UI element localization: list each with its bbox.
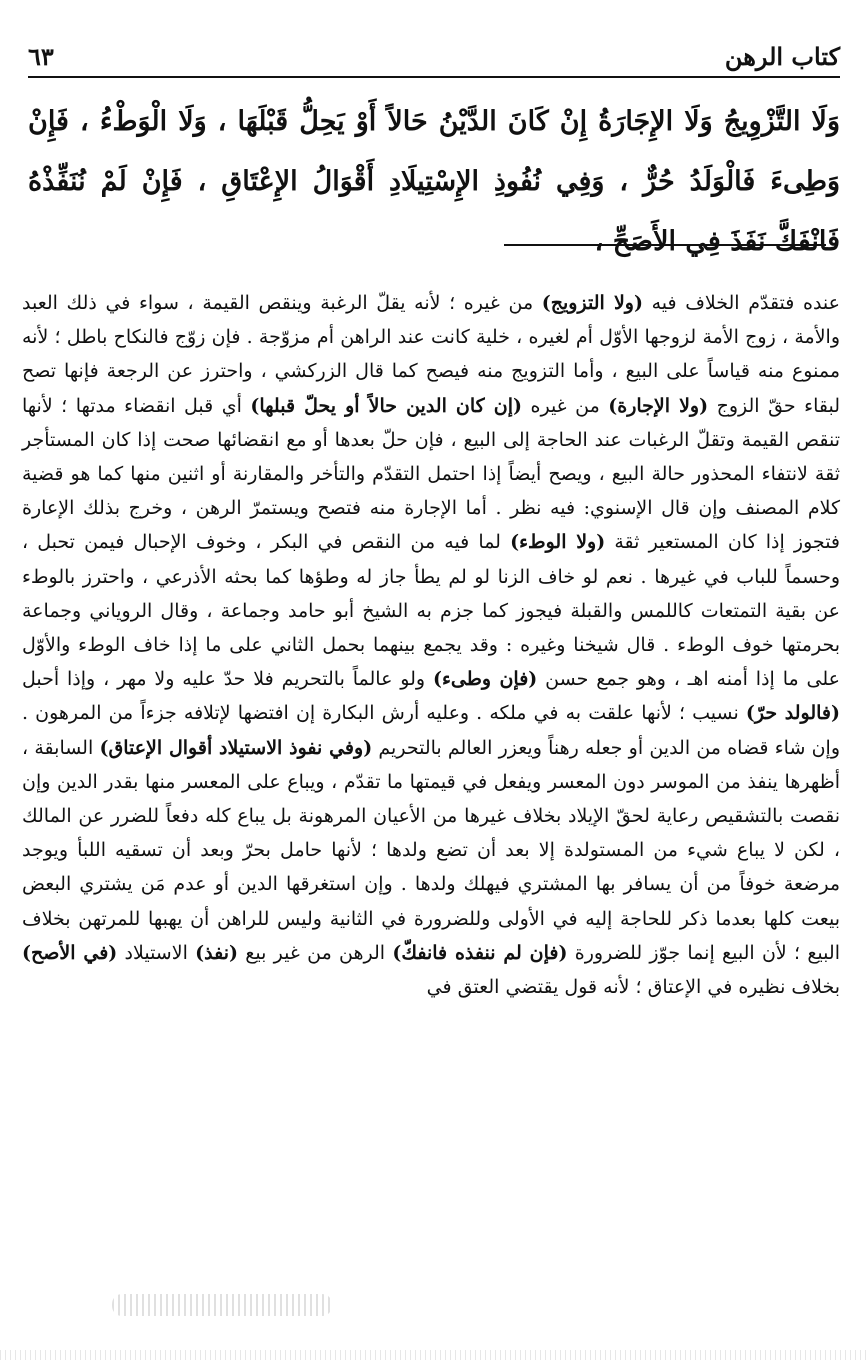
running-title: كتاب الرهن [724, 41, 840, 71]
scan-edge-noise [0, 1350, 868, 1360]
quoted-matn: (فالولد حرّ) [745, 702, 841, 725]
header-rule [28, 76, 840, 78]
page-number: ٦٣ [28, 41, 54, 71]
quoted-matn: (ولا التزويج) [541, 292, 643, 314]
commentary-segment: لما فيه من النقص في البكر ، وخوف الإحبال فيمن تحبل ، وحسماً للباب في غيرها . نعم لو خاف الزنا لو لم يطأ جاز له وطؤها كما بحثه الأذرعي ، واحترز بالوطء عن بقية التمتعات كاللمس والقبلة فيجوز كما جزم به الشيخ أبو حامد وجماعة ، وقال الروياني وجماعة بحرمتها خوف الوطء . قال شيخنا وغيره : وقد يجمع بينهما بحمل الثاني على ما إذا خاف الوطء والأوّل على ما إذا أمنه اهـ ، وهو جمع حسن [22, 531, 840, 691]
footnote-separator [504, 244, 826, 246]
commentary-segment: السابقة ، أظهرها ينفذ من الموسر دون المعسر ويفعل في قيمتها ما تقدّم ، ويباع على المعسر منها بقدر الدين وإن نقصت بالتشقيص رعاية لحقّ الإيلاد بخلاف غيرها من الأعيان المرهونة بل يباع كله دفعاً للضرر عن المالك ، لكن لا يباع شيء من المستولدة إلا بعد أن تضع ولدها ؛ لأنها حامل بحرّ وبعد أن تسقيه اللبأ ويوجد مرضعة خوفاً من أن يسافر بها المشتري فيهلك ولدها . وإن استغرقها الدين أو عدم مَن يشتري البعض بيعت كلها بعدما ذكر للحاجة إليه في الأولى وللضرورة في الثانية وليس للراهن أن يهبها للمرتهن بخلاف البيع ؛ لأن البيع إنما جوّز للضرورة [22, 736, 840, 964]
scan-smudge [112, 1294, 332, 1316]
quoted-matn: (ولا الوطء) [510, 531, 606, 554]
commentary-segment: ولو عالماً بالتحريم فلا حدّ عليه ولا مهر ، وإذا أحبل [22, 668, 433, 691]
quoted-matn: (إن كان الدين حالاً أو يحلّ قبلها) [250, 394, 523, 417]
commentary-segment: نسيب ؛ لأنها علقت به في ملكه . وعليه أرش البكارة إن افتضها لإتلافه جزءاً من المرهون . وإن شاء قضاه من الدين أو جعله رهناً ويعزر العالم بالتحريم [22, 702, 840, 759]
quoted-matn: (وفي نفوذ الاستيلاد أقوال الإعتاق) [99, 736, 373, 759]
commentary-segment: من غيره [522, 394, 609, 417]
commentary-text [22, 286, 840, 1004]
commentary-segment: الاستيلاد [117, 941, 196, 964]
commentary-segment: عنده فتقدّم الخلاف فيه [642, 292, 840, 314]
commentary-segment: الرهن من غير بيع [237, 941, 393, 964]
matn-text: وَلَا التَّزْوِيجُ وَلَا الإِجَارَةُ إِنْ كَانَ الدَّيْنُ حَالاً أَوْ يَحِلُّ قَبْلَهَا ، وَلَا الْوَطْءُ ، فَإِنْ وَطِىءَ فَالْوَلَدُ حُرٌّ ، وَفِي نُفُوذِ الإِسْتِيلَادِ أَقْوَالُ الإِعْتَاقِ ، فَإِنْ لَمْ نُنَفِّذْهُ فَانْفَكَّ نَفَذَ فِي الأَصَحِّ ، [28, 106, 840, 257]
commentary-segment: بخلاف نظيره في الإعتاق ؛ لأنه قول يقتضي العتق في [426, 976, 840, 999]
quoted-matn: (نفذ) [195, 941, 238, 964]
commentary-segment: من غيره ؛ لأنه يقلّ الرغبة وينقص القيمة ، سواء في ذلك العبد والأمة ، زوج الأمة لزوجها الأوّل أم لغيره ، خلية كانت عند الراهن أم مزوّجة . فإن زوّج فالنكاح باطل ؛ لأنه ممنوع منه قياساً على البيع ، وأما التزويج منه فيصح كما قال الزركشي ، واحترز عن الرجعة فإنها تصح لبقاء حقّ الزوج [22, 292, 841, 417]
page-header [28, 36, 840, 76]
quoted-matn: (ولا الإجارة) [608, 394, 709, 417]
quoted-matn: (في الأصح) [22, 941, 118, 964]
quoted-matn: (فإن لم ننفذه فانفكّ) [392, 941, 568, 964]
quoted-matn: (فإن وطىء) [432, 668, 538, 691]
commentary-segment: أي قبل انقضاء مدتها ؛ لأنها تنقص القيمة وتقلّ الرغبات عند الحاجة إلى البيع ، فإن حلّ بعدها أو مع انقضائها صحت إذا كان المستأجر ثقة لانتفاء المحذور حالة البيع ، ويصح أيضاً إذا احتمل التقدّم والتأخر والمقارنة أو اثنين منها كما هو قضية كلام المصنف وإن قال الإسنوي: فيه نظر . أما الإجارة منه فتصح ويستمرّ الرهن ، وخرج بذلك الإعارة فتجوز إذا كان المستعير ثقة [22, 394, 841, 554]
